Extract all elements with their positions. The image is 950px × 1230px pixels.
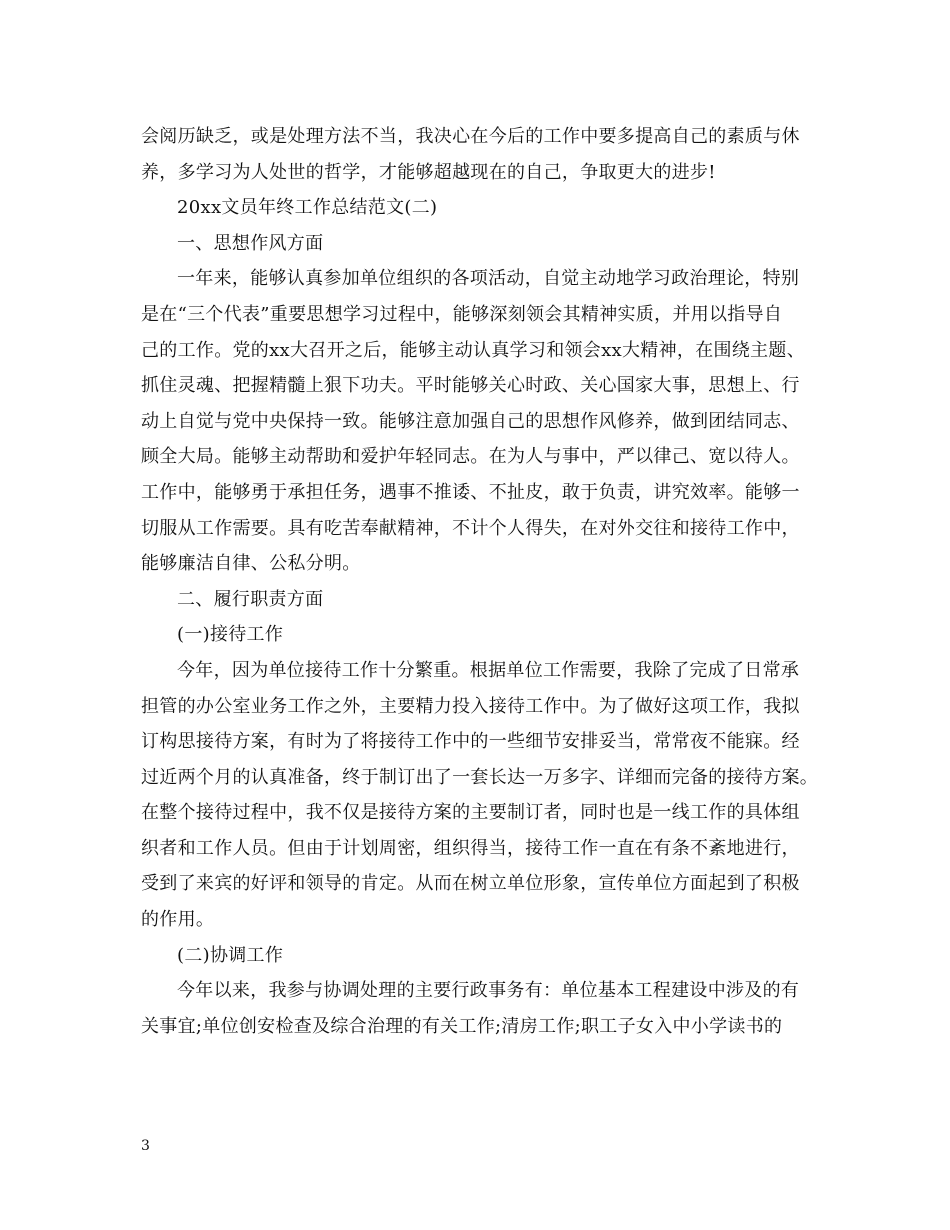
text-line: 的作用。 — [141, 909, 215, 931]
text-line: 受到了来宾的好评和领导的肯定。从而在树立单位形象，宣传单位方面起到了积极 — [141, 873, 800, 895]
text-line: (一)接待工作 — [177, 624, 284, 646]
document-body — [141, 119, 819, 1044]
text-line: 己的工作。党的xx大召开之后，能够主动认真学习和领会xx大精神，在围绕主题、 — [141, 339, 806, 361]
text-line: 抓住灵魂、把握精髓上狠下功夫。平时能够关心时政、关心国家大事，思想上、行 — [141, 375, 800, 397]
text-line: 能够廉洁自律、公私分明。 — [141, 553, 361, 575]
text-line: 订构思接待方案，有时为了将接待工作中的一些细节安排妥当，常常夜不能寐。经 — [141, 731, 800, 753]
text-line: 工作中，能够勇于承担任务，遇事不推诿、不扯皮，敢于负责，讲究效率。能够一 — [141, 481, 800, 503]
text-line: 关事宜;单位创安检查及综合治理的有关工作;清房工作;职工子女入中小学读书的 — [141, 1015, 783, 1037]
text-line: 养，多学习为人处世的哲学，才能够超越现在的自己，争取更大的进步! — [141, 161, 716, 183]
text-line: 二、履行职责方面 — [177, 588, 324, 610]
text-line: 担管的办公室业务工作之外，主要精力投入接待工作中。为了做好这项工作，我拟 — [141, 695, 800, 717]
text-line: (二)协调工作 — [177, 944, 284, 966]
text-line: 在整个接待过程中，我不仅是接待方案的主要制订者，同时也是一线工作的具体组 — [141, 802, 800, 824]
text-line: 过近两个月的认真准备，终于制订出了一套长达一万多字、详细而完备的接待方案。 — [141, 766, 819, 788]
text-line: 是在“三个代表”重要思想学习过程中，能够深刻领会其精神实质，并用以指导自 — [141, 303, 783, 325]
text-line: 会阅历缺乏，或是处理方法不当，我决心在今后的工作中要多提高自己的素质与休 — [141, 126, 800, 147]
text-line: 20xx文员年终工作总结范文(二) — [177, 197, 438, 219]
text-line: 织者和工作人员。但由于计划周密，组织得当，接待工作一直在有条不紊地进行， — [141, 837, 800, 859]
text-line: 一年来，能够认真参加单位组织的各项活动，自觉主动地学习政治理论，特别 — [177, 268, 800, 290]
page-number: 3 — [141, 1138, 150, 1154]
text-line: 今年以来，我参与协调处理的主要行政事务有：单位基本工程建设中涉及的有 — [177, 980, 800, 1002]
text-line: 顾全大局。能够主动帮助和爱护年轻同志。在为人与事中，严以律己、宽以待人。 — [141, 446, 800, 468]
text-line: 一、思想作风方面 — [177, 232, 324, 254]
text-line: 今年，因为单位接待工作十分繁重。根据单位工作需要，我除了完成了日常承 — [177, 659, 800, 681]
text-line: 切服从工作需要。具有吃苦奉献精神，不计个人得失，在对外交往和接待工作中， — [141, 517, 800, 539]
text-line: 动上自觉与党中央保持一致。能够注意加强自己的思想作风修养，做到团结同志、 — [141, 410, 800, 432]
